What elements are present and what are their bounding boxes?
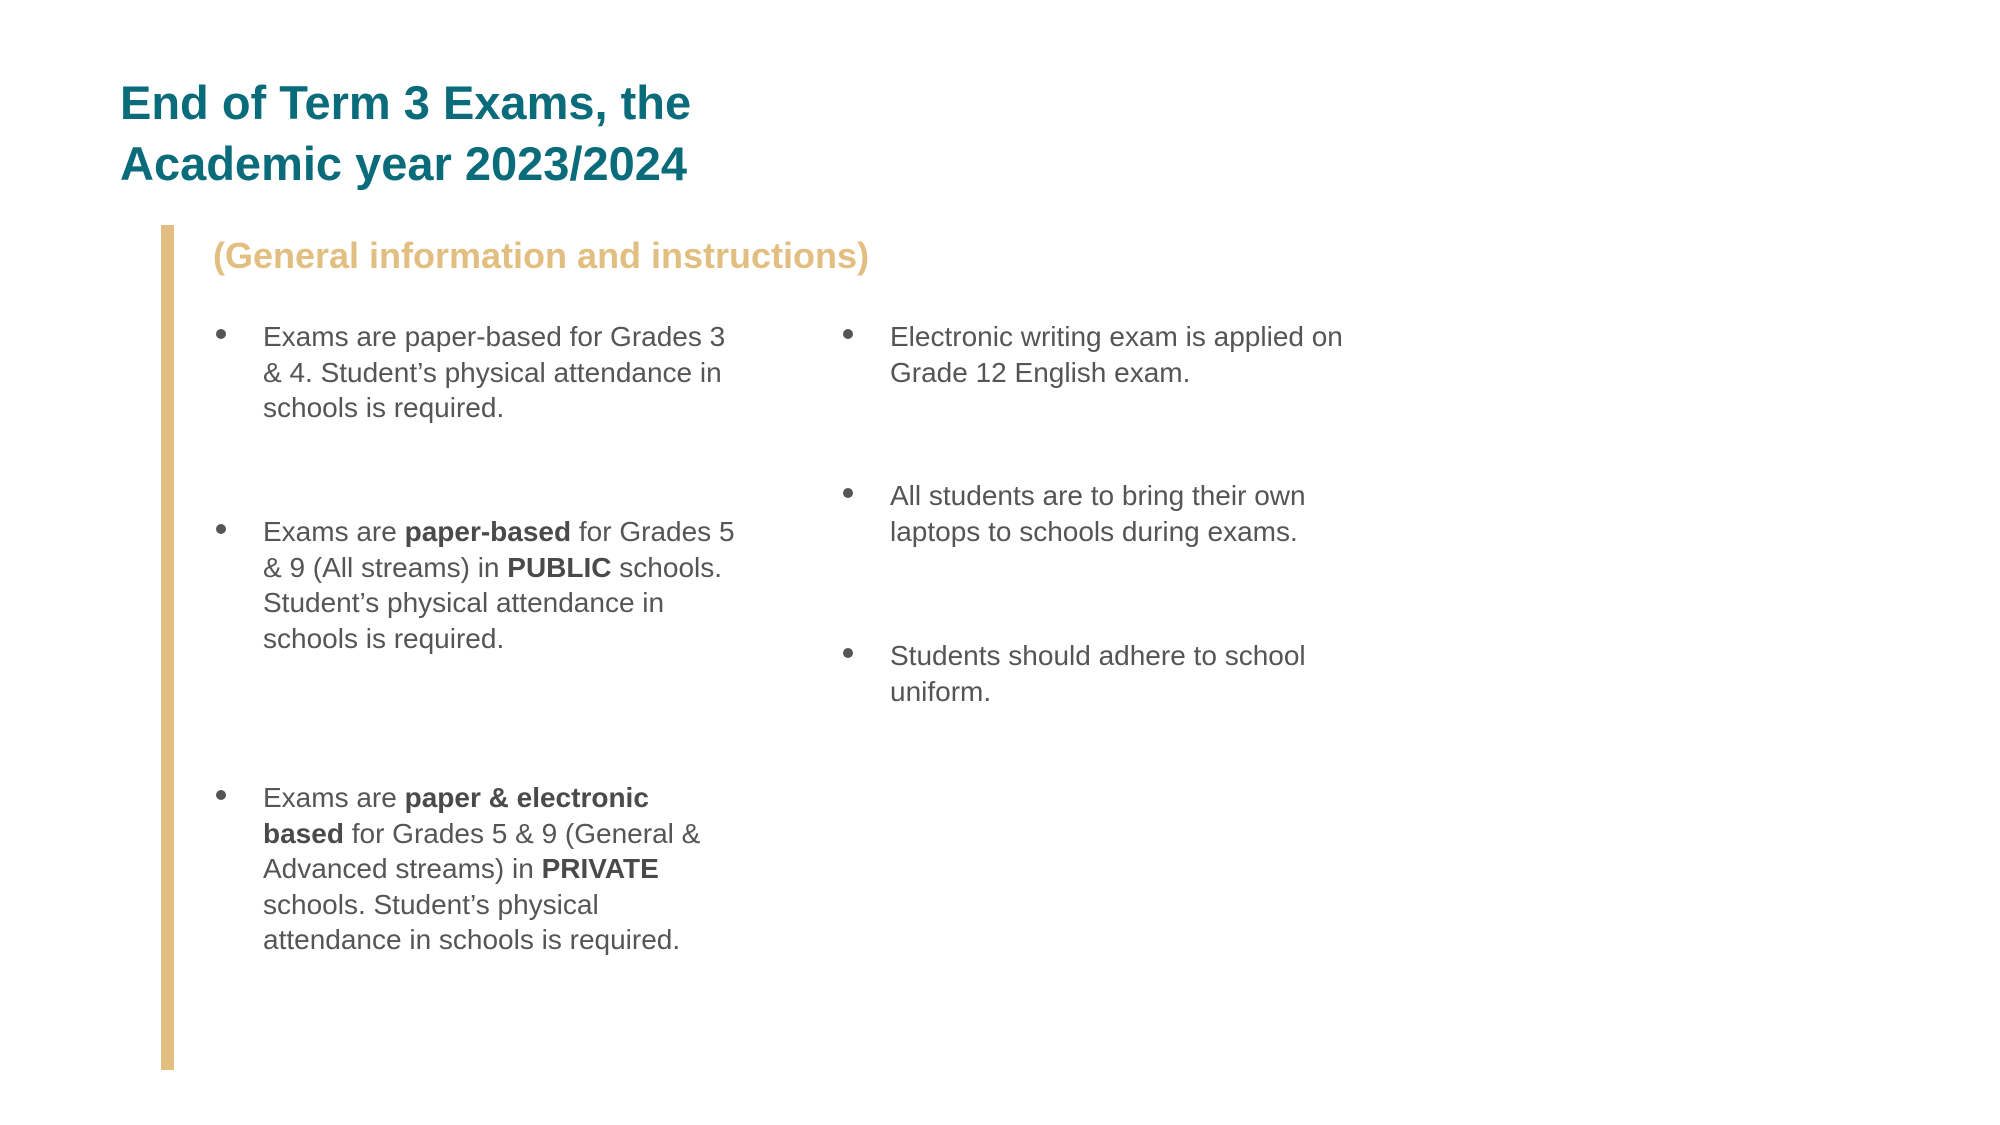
bullet-dot-icon (843, 329, 853, 339)
bullet-text-part: Exams are (263, 516, 405, 547)
slide-title (120, 72, 1020, 194)
bullet-dot-icon (216, 524, 226, 534)
bullet-public-schools (216, 514, 736, 656)
slide-title-line-1: End of Term 3 Exams, the (120, 76, 692, 129)
bullet-text-bold: paper-based (404, 516, 572, 547)
bullet-text-part: Exams are (263, 782, 405, 813)
bullet-text: Exams are paper-based for Grades 3 & 4. Student’s physical attendance in schools is required. (263, 321, 726, 423)
bullet-text-bold: paper & electronic based (263, 782, 649, 849)
bullet-text: Electronic writing exam is applied on Grade 12 English exam. (890, 321, 1343, 388)
bullet-text-bold: PRIVATE (541, 853, 659, 884)
section-subtitle: (General information and instructions) (213, 235, 870, 276)
bullet-text-part: schools. Student’s physical attendance in schools is required. (263, 551, 723, 654)
bullet-text-part: for Grades 5 & 9 (General & Advanced streams) in (263, 817, 701, 884)
bullet-dot-icon (843, 488, 853, 498)
bullet-text: All students are to bring their own laptops to schools during exams. (890, 480, 1306, 547)
bullet-dot-icon (216, 329, 226, 339)
bullet-text-bold: PUBLIC (507, 551, 612, 583)
bullet-text: Students should adhere to school uniform. (890, 640, 1306, 707)
bullet-dot-icon (216, 790, 226, 800)
bullet-text-part: schools. Student’s physical attendance in schools is required. (263, 888, 681, 955)
bullet-private-schools (216, 780, 736, 958)
bullet-text-part: for Grades 5 & 9 (All streams) in (263, 516, 735, 583)
bullet-bring-laptops (843, 478, 1363, 549)
accent-bar (161, 225, 174, 1070)
bullet-school-uniform (843, 638, 1363, 709)
bullet-dot-icon (843, 648, 853, 658)
bullet-electronic-writing (843, 319, 1363, 390)
slide-title-line-2: Academic year 2023/2024 (120, 137, 688, 190)
bullet-grades-3-4 (216, 319, 736, 426)
bullet-text (263, 514, 736, 656)
bullet-text (263, 780, 736, 958)
